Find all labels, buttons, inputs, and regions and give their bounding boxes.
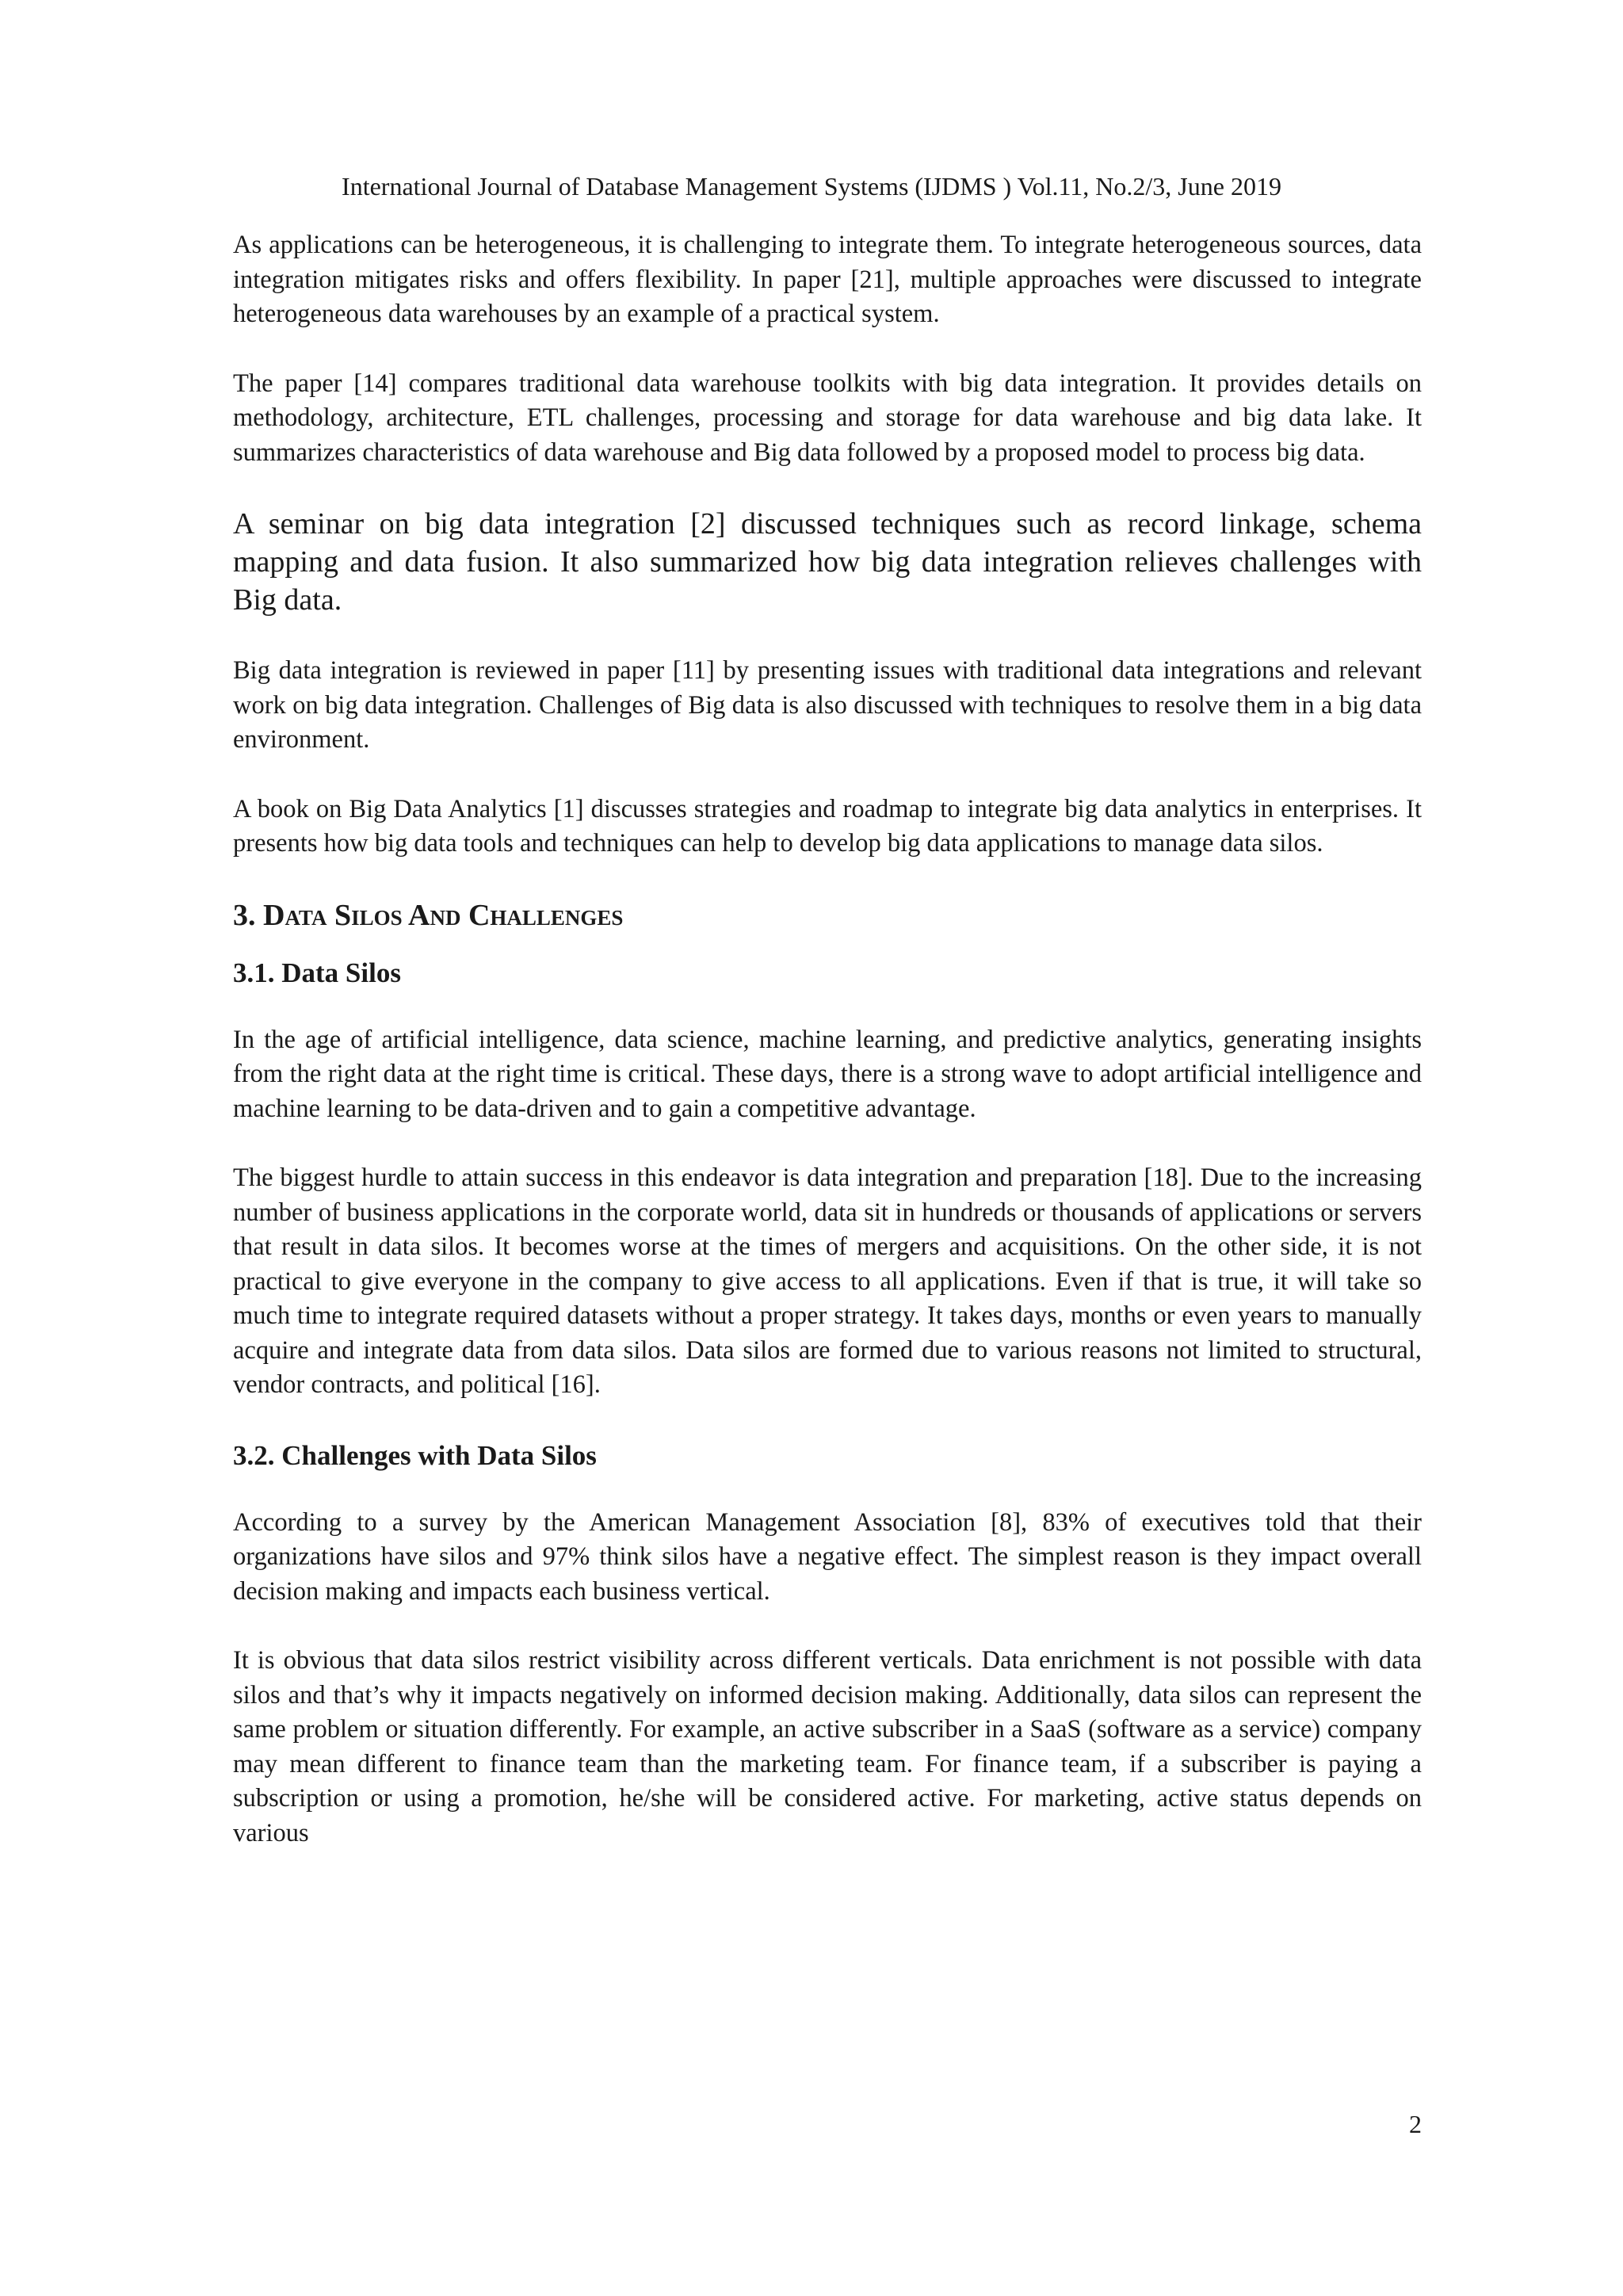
paragraph-book-analytics: A book on Big Data Analytics [1] discusses strategies and roadmap to integrate big data analytics in enterprises. It presents how big data tools and techniques can help to develop big data applications to manage data silos. [233, 794, 1422, 858]
body-content [233, 228, 1422, 1851]
paragraph-biggest-hurdle: The biggest hurdle to attain success in this endeavor is data integration and preparation [18]. Due to the increasing number of business applications in the corporate world, data sit in hundreds or thousands of applications or servers that result in data silos. It becomes worse at the times of mergers and acquisitions. On the other side, it is not practical to give everyone in the company to give access to all applications. Even if that is true, it will take so much time to integrate required datasets without a proper strategy. It takes days, months or even years to manually acquire and integrate data from data silos. Data silos are formed due to various reasons not limited to structural, vendor contracts, and political [16]. [233, 1163, 1422, 1399]
paragraph-heterogeneous-integration: As applications can be heterogeneous, it is challenging to integrate them. To integrate heterogeneous sources, data integration mitigates risks and offers flexibility. In paper [21], multiple approaches were discussed to integrate heterogeneous data warehouses by an example of a practical system. [233, 231, 1422, 328]
paragraph-big-data-review: Big data integration is reviewed in paper [11] by presenting issues with traditional data integrations and relevant work on big data integration. Challenges of Big data is also discussed with techniques to resolve them in a big data environment. [233, 656, 1422, 754]
running-header: International Journal of Database Management Systems (IJDMS ) Vol.11, No.2/3, June 2019 [342, 172, 1281, 201]
paragraph-seminar-big-data: A seminar on big data integration [2] discussed techniques such as record linkage, schema mapping and data fusion. It also summarized how big data integration relieves challenges with Big data. [233, 507, 1422, 617]
paragraph-data-warehouse-comparison: The paper [14] compares traditional data warehouse toolkits with big data integration. It provides details on methodology, architecture, ETL challenges, processing and storage for data warehouse and big data lake. It summarizes characteristics of data warehouse and Big data followed by a proposed model to process big data. [233, 369, 1422, 467]
subsection-heading-challenges: 3.2. Challenges with Data Silos [233, 1439, 597, 1471]
paragraph-survey: According to a survey by the American Management Association [8], 83% of executives told that their organizations have silos and 97% think silos have a negative effect. The simplest reason is they impact overall decision making and impacts each business vertical. [233, 1507, 1422, 1606]
page-number: 2 [1409, 2110, 1422, 2138]
paragraph-visibility: It is obvious that data silos restrict visibility across different verticals. Data enrichment is not possible with data silos and that’s why it impacts negatively on informed decision making. Additionally, data silos can represent the same problem or situation differently. For example, an active subscriber in a SaaS (software as a service) company may mean different to finance team than the marketing team. For finance team, if a subscriber is paying a subscription or using a promotion, he/she will be considered active. For marketing, active status depends on various [233, 1646, 1422, 1847]
subsection-heading-data-silos: 3.1. Data Silos [233, 957, 401, 988]
paragraph-ai-age: In the age of artificial intelligence, data science, machine learning, and predictive analytics, generating insights from the right data at the right time is critical. These days, there is a strong wave to adopt artificial intelligence and machine learning to be data-driven and to gain a competitive advantage. [233, 1025, 1422, 1123]
section-heading: 3. Data Silos And Challenges [233, 898, 624, 932]
